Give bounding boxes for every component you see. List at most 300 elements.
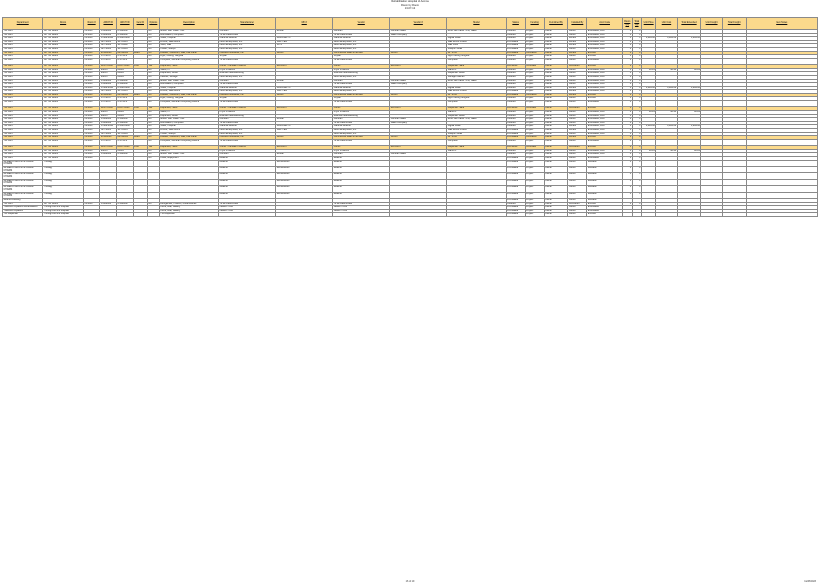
table-cell: Computer <box>447 58 506 64</box>
table-cell: Purchased <box>506 160 525 166</box>
table-cell: Medline <box>333 166 390 172</box>
table-cell: 1 <box>632 149 642 153</box>
table-cell: TW Cont <box>3 58 43 64</box>
table-cell: WHEELCHAIRS & SHOWER CHAIRS <box>3 186 43 192</box>
column-header: Room Qty <box>623 18 633 30</box>
table-cell: Purchased <box>506 213 525 217</box>
table-cell: Workstation, Computer <box>159 121 218 125</box>
table-cell: TR1014 <box>83 132 100 136</box>
table-cell: TW Cont <box>3 202 43 206</box>
table-cell: M6657 <box>117 68 134 72</box>
table-cell: 6100-8BR-70 <box>276 37 333 41</box>
table-cell: MDS808000 <box>276 186 333 192</box>
table-cell: RDS-8KH <box>390 65 447 69</box>
table-cell: Contract Sales <box>390 79 447 83</box>
table-cell: OP TW Room <box>43 93 83 97</box>
table-cell: 6100-8BR-70 <box>276 125 333 129</box>
table-cell: Lamb Enterprises, Inc. <box>333 129 390 133</box>
table-cell: Peerless Industries, Inc. <box>219 136 276 140</box>
table-cell <box>447 213 506 217</box>
table-cell: Therapy <box>43 192 83 198</box>
table-cell: Owner <box>544 125 568 129</box>
column-header: Item ID <box>133 18 147 30</box>
table-row <box>3 213 818 217</box>
table-cell: No <box>147 132 159 136</box>
table-cell: 1 <box>632 156 642 160</box>
table-cell: E-Movable, Furn <box>587 47 623 51</box>
table-cell: Sharps Holder <box>447 132 506 136</box>
table-cell: Lamb Enterprises, Inc. <box>219 40 276 44</box>
table-cell: 1 <box>632 146 642 150</box>
table-cell: Purchased <box>506 186 525 192</box>
table-cell: Owner <box>544 47 568 51</box>
table-cell: Owner <box>544 173 568 179</box>
table-cell: OP TW Room <box>43 83 83 87</box>
table-cell: Ordered <box>506 72 525 76</box>
table-cell: Commercial Sales & Service <box>333 136 390 140</box>
table-cell: Therapy <box>43 160 83 166</box>
table-cell: Owner <box>544 58 568 64</box>
table-cell: 1 <box>632 192 642 198</box>
table-cell: Lamb Enterprises, Inc. <box>219 90 276 94</box>
table-cell: 1 <box>632 75 642 79</box>
table-cell: Commercial Sales & Service <box>333 93 390 97</box>
table-cell: Owner <box>544 153 568 157</box>
table-cell: Bowman Manufacturing <box>333 114 390 118</box>
table-cell: 1 <box>623 121 633 125</box>
table-cell: 96.24 <box>656 149 677 153</box>
table-cell: Stryker <box>219 97 276 101</box>
table-cell: Contract <box>219 118 276 122</box>
table-cell: Computer <box>447 101 506 107</box>
table-cell: Unfunded <box>525 146 544 150</box>
table-cell: TW Cont <box>3 83 43 87</box>
table-cell: Project <box>525 198 544 202</box>
table-cell: Cardinal Detecto <box>333 37 390 41</box>
table-cell: Owner <box>544 114 568 118</box>
table-cell: Owner <box>568 33 587 37</box>
table-cell: Owner <box>544 93 568 97</box>
table-cell: Owner <box>544 40 568 44</box>
table-cell: Dispenser Hand <box>447 65 506 69</box>
table-cell: TW Cont <box>3 97 43 101</box>
table-cell: To Be Determined <box>219 121 276 125</box>
table-cell: Stryker <box>333 55 390 59</box>
table-cell: Project <box>525 149 544 153</box>
table-cell: Project <box>525 129 544 133</box>
table-cell: 1 <box>632 107 642 111</box>
table-cell: Purchased <box>506 156 525 160</box>
table-cell: MODE <box>276 30 333 34</box>
table-cell: OP TW Room <box>43 121 83 125</box>
table-cell: Dispenser, Hand <box>159 146 218 150</box>
table-cell: TW Cont <box>3 90 43 94</box>
table-cell: 1 <box>623 129 633 133</box>
table-cell <box>632 213 642 217</box>
table-cell: TW Cont <box>3 86 43 90</box>
table-cell: SF650 <box>276 136 333 140</box>
table-cell: Owner <box>544 86 568 90</box>
table-cell: 1 <box>623 179 633 185</box>
table-cell: Sales Company <box>390 121 447 125</box>
table-cell: 1 <box>623 160 633 166</box>
table-cell: TR1014 <box>83 65 100 69</box>
table-cell: OP TW Room <box>43 47 83 51</box>
table-cell: Movable <box>587 173 623 179</box>
table-cell: 1 <box>623 86 633 90</box>
column-header: Model <box>447 18 506 30</box>
table-cell: SFT-0006 <box>117 47 134 51</box>
table-cell: Yes <box>147 65 159 69</box>
table-cell: No <box>147 139 159 145</box>
table-cell: Scale, Hospital <box>159 37 218 41</box>
report-header <box>0 0 820 11</box>
table-cell: Clock, Wall, Battery <box>159 206 218 210</box>
table-cell: Stryker <box>219 55 276 59</box>
table-cell: Purchased <box>506 47 525 51</box>
table-cell: TR1014 <box>83 149 100 153</box>
column-header: Unit Freight <box>701 18 722 30</box>
table-cell: TW Dispenser <box>159 213 218 217</box>
table-cell: 1 <box>632 111 642 115</box>
table-cell: Owner <box>568 206 587 210</box>
table-cell: OP TW Room <box>43 202 83 206</box>
table-cell: C-1760-0 <box>117 139 134 145</box>
table-cell: TR1014 <box>83 156 100 160</box>
column-header: Total Qty <box>632 18 642 30</box>
table-cell: Project <box>525 72 544 76</box>
column-header: Total Extended <box>677 18 701 30</box>
table-cell: 1 <box>623 33 633 37</box>
table-cell: Computer, General Computing Device <box>159 101 218 107</box>
table-cell: 1 <box>632 186 642 192</box>
table-cell: TR1014 <box>83 146 100 150</box>
table-cell: Bracket, Television, Wall, Flat Panel <box>159 93 218 97</box>
table-cell: Medline <box>219 179 276 185</box>
table-cell: 32" to 80" <box>447 93 506 97</box>
table-cell: OP TW Room <box>43 129 83 133</box>
table-cell: MDS808000 <box>276 160 333 166</box>
table-cell: 1 <box>623 44 633 48</box>
table-cell: Clock, Wall, Battery <box>159 209 218 213</box>
table-cell: Holder, Sharps <box>159 132 218 136</box>
table-cell: Owner <box>544 33 568 37</box>
table-cell: TW Cont <box>3 65 43 69</box>
table-cell: Ordered <box>506 86 525 90</box>
table-cell: C-088602 <box>117 202 134 206</box>
column-header: ARCH ID <box>117 18 134 30</box>
table-cell: Owner <box>568 68 587 72</box>
table-cell: Project <box>525 40 544 44</box>
table-cell: E-Fixed <box>587 55 623 59</box>
table-cell: 1 <box>632 153 642 157</box>
table-cell: Stryker <box>333 97 390 101</box>
table-cell: Project <box>525 86 544 90</box>
table-cell: TR1014 <box>83 33 100 37</box>
table-cell: OP TW Room <box>43 86 83 90</box>
table-cell <box>117 213 134 217</box>
table-cell: DSC <box>133 107 147 111</box>
table-cell: Ordered <box>506 202 525 206</box>
table-cell: Purchased <box>506 40 525 44</box>
table-cell: Lamb Enterprises, Inc. <box>333 44 390 48</box>
table-cell: TR1014 <box>83 111 100 115</box>
table-cell: No <box>147 68 159 72</box>
table-cell: 1,284.00 <box>642 86 656 90</box>
table-cell: Lamb Enterprises, Inc. <box>333 40 390 44</box>
table-cell: SFT-0006 <box>100 132 117 136</box>
table-cell: C-1760-0 <box>100 58 117 64</box>
table-cell: Cabinet, Storage <box>159 75 218 79</box>
table-cell: 1 <box>632 68 642 72</box>
table-cell: 1 <box>632 72 642 76</box>
table-cell: WHEELCHAIRS & SHOWER CHAIRS <box>3 160 43 166</box>
table-cell: Medline <box>219 192 276 198</box>
table-cell: 1 <box>623 107 633 111</box>
table-cell: Cardinal Detecto <box>333 86 390 90</box>
table-cell: Fixture, Wall Mount <box>159 90 218 94</box>
table-cell: No <box>147 72 159 76</box>
table-cell: Therapy <box>43 179 83 185</box>
table-cell: Ordered <box>506 55 525 59</box>
table-cell: No <box>147 90 159 94</box>
table-cell: OP TW Room <box>43 68 83 72</box>
table-cell: 1 <box>623 173 633 179</box>
table-cell: Bowman Manufacturing <box>219 72 276 76</box>
table-cell: No <box>147 118 159 122</box>
table-cell: Ordered <box>506 139 525 145</box>
table-cell: Dispenser, Glove <box>159 72 218 76</box>
column-header: Department <box>3 18 43 30</box>
table-cell: Owner <box>568 179 587 185</box>
table-cell: SFT-0002 <box>117 44 134 48</box>
table-cell: TR1014 <box>83 72 100 76</box>
table-cell: WFPT-EN <box>276 90 333 94</box>
table-cell: Owner <box>544 206 568 210</box>
table-cell: No <box>147 47 159 51</box>
table-cell: 1 <box>623 202 633 206</box>
table-cell: Ordered <box>506 75 525 79</box>
table-cell: Owner <box>544 72 568 76</box>
table-cell: Owner <box>544 160 568 166</box>
table-cell: Wall Mount Fixture <box>447 40 506 44</box>
table-cell: Project <box>525 153 544 157</box>
table-cell: Sharps Holder <box>447 47 506 51</box>
table-cell: C-088602 <box>117 33 134 37</box>
table-cell: Ordered <box>506 114 525 118</box>
table-cell: Ordered <box>506 153 525 157</box>
table-cell: Pryor Products <box>219 149 276 153</box>
table-cell: TR1014 <box>83 51 100 55</box>
table-cell: TR1014 <box>83 55 100 59</box>
table-cell: No <box>147 37 159 41</box>
table-cell: RDS-8KH <box>390 107 447 111</box>
table-cell: OP TW Room <box>43 97 83 101</box>
table-cell: 1 <box>623 72 633 76</box>
table-cell: SFT-0001 <box>117 90 134 94</box>
table-cell: 96.24 <box>642 68 656 72</box>
table-cell: Ordered <box>506 83 525 87</box>
table-cell: Owner <box>568 156 587 160</box>
table-cell: C-088602 <box>100 153 117 157</box>
table-header-row <box>3 18 818 30</box>
table-cell: Vendor <box>568 51 587 55</box>
table-cell: Medline <box>333 192 390 198</box>
table-cell: Contract <box>333 79 390 83</box>
table-cell: Wall Shelf <box>447 44 506 48</box>
table-cell: Unfunded <box>525 107 544 111</box>
table-cell: 1 <box>632 202 642 206</box>
table-cell: Ordered <box>506 30 525 34</box>
table-cell: Owner <box>544 97 568 101</box>
table-cell: No <box>147 86 159 90</box>
column-header: Options <box>147 18 159 30</box>
table-cell: Owner <box>568 192 587 198</box>
table-cell: E-Movable, Furn <box>587 118 623 122</box>
table-cell: 1 <box>623 83 633 87</box>
table-cell: C-088602 <box>100 79 117 83</box>
table-cell: Owner <box>568 186 587 192</box>
table-cell: 1,284.00 <box>656 125 677 129</box>
table-cell: Owner <box>544 132 568 136</box>
table-cell: TW Cont <box>3 139 43 145</box>
table-cell: 1 <box>632 47 642 51</box>
table-cell: TR1014 <box>83 125 100 129</box>
table-cell: Medline <box>333 173 390 179</box>
column-header: Vendor <box>333 18 390 30</box>
column-header: Unit Price <box>642 18 656 30</box>
table-cell: 1 <box>632 58 642 64</box>
table-cell: E-Movable, Furn <box>587 33 623 37</box>
table-cell: To Be Determined <box>219 83 276 87</box>
table-cell: Bowman Manufacturing <box>219 114 276 118</box>
table-cell: Purchased <box>506 93 525 97</box>
table-cell: Ordered <box>506 101 525 107</box>
table-cell: No <box>147 202 159 206</box>
table-cell: Digital Scale <box>447 125 506 129</box>
table-cell: Scale, Hospital <box>159 86 218 90</box>
table-cell: C-188-6040 <box>100 86 117 90</box>
table-cell: Vendor <box>568 125 587 129</box>
table-cell: E-Movable, Furn <box>587 121 623 125</box>
table-cell: M6657 <box>117 111 134 115</box>
table-cell: M6657 <box>100 111 117 115</box>
table-cell: Yes <box>147 107 159 111</box>
table-cell: 1 <box>623 125 633 129</box>
table-cell: C-088602 <box>100 83 117 87</box>
table-cell: Lamb Enterprises, Inc. <box>219 132 276 136</box>
table-cell <box>642 213 656 217</box>
table-cell: 1 <box>632 30 642 34</box>
table-cell: 1 <box>632 129 642 133</box>
table-cell: MHG0000 <box>100 51 117 55</box>
table-cell: Owner <box>544 83 568 87</box>
table-cell: Owner <box>568 97 587 101</box>
table-cell: No <box>147 97 159 101</box>
table-cell: MOD Lab Cabin. Unit, Sales <box>447 118 506 122</box>
table-cell: 1 <box>623 132 633 136</box>
table-cell: Contractor <box>568 202 587 206</box>
table-cell: Owner <box>568 121 587 125</box>
table-body <box>3 30 818 217</box>
table-cell: Through-out the hospital <box>43 209 83 213</box>
table-cell: Purchased <box>506 198 525 202</box>
table-cell: TW Cont <box>3 125 43 129</box>
table-cell: MDS808000 <box>276 179 333 185</box>
table-cell: M6657 <box>100 149 117 153</box>
table-cell: Movable <box>587 192 623 198</box>
table-cell: OP TW Room <box>43 146 83 150</box>
table-cell: WHEELCHAIRS & SHOWER CHAIRS <box>3 166 43 172</box>
table-cell: E-Fixed <box>587 202 623 206</box>
table-cell: TR1014 <box>83 58 100 64</box>
table-cell <box>147 213 159 217</box>
table-cell: No <box>147 55 159 59</box>
table-cell: 1 <box>623 139 633 145</box>
table-cell: Project <box>525 111 544 115</box>
table-cell: Project <box>525 156 544 160</box>
table-cell: 1 <box>632 65 642 69</box>
table-cell: Project <box>525 58 544 64</box>
table-cell: Owner <box>568 213 587 217</box>
table-cell: Project <box>525 97 544 101</box>
table-cell: E-Fixed <box>587 93 623 97</box>
table-cell: No <box>147 136 159 140</box>
table-cell: Shelf, Wall <box>159 44 218 48</box>
table-cell: TR1014 <box>83 118 100 122</box>
table-cell: WHEELCHAIRS & SHOWER CHAIRS <box>3 179 43 185</box>
table-cell: Project <box>525 37 544 41</box>
table-cell: Project <box>525 101 544 107</box>
table-cell: M6657 <box>117 72 134 76</box>
table-cell: To Be Determined <box>219 101 276 107</box>
table-cell: E-Movable, Furn <box>587 129 623 133</box>
table-cell: Unfunded <box>525 65 544 69</box>
column-header: Room # <box>83 18 100 30</box>
table-cell: Project <box>525 192 544 198</box>
table-cell <box>746 213 817 217</box>
table-cell: Contract <box>219 30 276 34</box>
table-cell: TW Cont <box>3 79 43 83</box>
table-cell: Dispenser Glove <box>447 114 506 118</box>
table-cell: E-Movable <box>587 209 623 213</box>
table-cell: E-Movable, Furn <box>587 40 623 44</box>
table-cell: Owner <box>568 209 587 213</box>
table-cell: 1 <box>632 93 642 97</box>
table-cell: TW Cont <box>3 129 43 133</box>
table-cell: No <box>147 51 159 55</box>
table-cell: Project <box>525 206 544 210</box>
table-cell: Movable <box>587 160 623 166</box>
equipment-table <box>2 17 818 217</box>
table-cell: Movable <box>587 198 623 202</box>
table-cell: 1,284.00 <box>656 86 677 90</box>
table-cell: E-Fixed <box>587 136 623 140</box>
table-cell: TW Cont <box>3 146 43 150</box>
table-cell: Contract <box>333 30 390 34</box>
table-cell: TR1014 <box>83 68 100 72</box>
table-cell: Holder, Sharps <box>159 47 218 51</box>
table-cell: Bowman Manufacturing <box>333 72 390 76</box>
table-cell: Project <box>525 44 544 48</box>
table-cell: Owner <box>568 149 587 153</box>
table-cell: Ordered <box>506 33 525 37</box>
table-cell: 1 <box>632 179 642 185</box>
table-cell <box>333 213 390 217</box>
table-cell: To Be Determined <box>219 202 276 206</box>
table-cell <box>276 213 333 217</box>
table-cell: Through-out the hospital <box>43 213 83 217</box>
